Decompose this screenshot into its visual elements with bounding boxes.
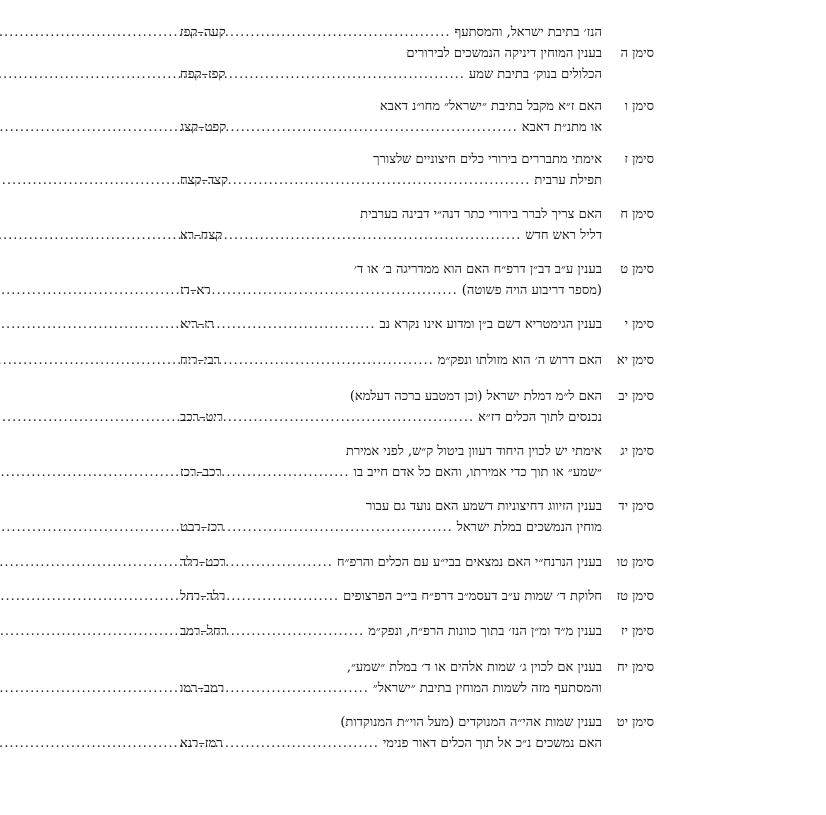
page-range: רכב–רכז [180,465,222,480]
page-range: רחל–רמב [180,624,228,639]
siman-label: סימן יג [620,444,654,459]
entry-text: בענין המוחין דיניקה הנמשכים לבירורים [406,46,602,61]
entry-body [0,96,602,138]
page-range: רז–ריא [180,317,215,332]
siman-label: סימן ה [620,46,654,61]
page-range: קפט–קצג [180,120,227,135]
entry-body [0,657,602,699]
entry-body [0,441,602,483]
page-range: רמז–רנא [180,736,223,751]
leader-dots [0,225,521,246]
page-range: קצד–קצח [180,173,228,188]
siman-label: סימן טו [616,555,654,570]
page-range: רמב–רמו [180,681,225,696]
entry-text: בענין אם לכוין ג׳ שמות אלהים או ד׳ במלת ״שמע״, [346,660,602,675]
entry-text: נכנסים לתוך הכלים דז״א [478,410,602,425]
page-range: רכט–רלד [180,555,226,570]
leader-dots [0,586,339,607]
entry-text: חלוקת ד׳ שמות ע״ב דעסמ״ב דרפ״ח בי״ב הפרצופים [343,589,602,604]
entry-text: (מספר דריבוע הויה פשוטה) [461,283,602,298]
entry-body [0,552,602,573]
entry-text: האם ל״מ דמלת ישראל (וכן דמטבע ברכה דעלמא) [349,389,602,404]
entry-text: אימתי מתבררים בירורי כלים חיצוניים שלצורך [373,152,602,167]
leader-dots [0,552,333,573]
siman-label: סימן יא [616,353,654,368]
leader-dots [0,117,518,138]
siman-label: סימן יז [621,624,654,639]
entry-body [0,204,602,246]
entry-text: הנז׳ בתיבת ישראל, והמסתעף [454,25,602,40]
entry-text: בענין שמות אהי״ה המנוקדים (מעל הוי״ת המנוקדות) [340,715,602,730]
page-range: רבי–ריח [180,353,221,368]
page-range: קפז–קפח [180,67,226,82]
siman-label: סימן ח [620,207,654,222]
entry-text: דליל ראש חדש [525,228,602,243]
siman-label: סימן יח [616,660,654,675]
page-range: קצח–רא [180,228,223,243]
entry-text: בענין הנרנח״י האם נמצאים בבי״ע עם הכלים והרפ״ח [336,555,602,570]
entry-text: ״שמע״ או תוך כדי אמירתו, והאם כל אדם חייב בו [353,465,602,480]
entry-text: מוחין הנמשכים במלת ישראל [456,520,602,535]
siman-label: סימן טז [616,589,654,604]
entry-text: אימתי יש לכוין היחוד דעוון ביטול ק״ש, לפני אמירת [345,444,602,459]
entry-body [0,386,602,428]
page-range: ריט–רכב [180,410,224,425]
entry-text: או מתנ״ת דאבא [521,120,602,135]
entry-text: האם צריך לברר בירורי כתר דנה״י דבינה בערבית [360,207,602,222]
page-range: רא–רז [180,283,211,298]
entry-body [0,496,602,538]
siman-label: סימן יב [618,389,654,404]
page-range: רלד–רחל [180,589,226,604]
siman-label: סימן יד [618,499,654,514]
entry-text: הכלולים בנוק׳ בתיבת שמע [468,67,602,82]
entry-body [0,712,602,754]
leader-dots [0,170,530,191]
leader-dots [0,462,350,483]
entry-body [0,259,602,301]
siman-label: סימן יט [616,715,654,730]
siman-label: סימן ט [620,262,654,277]
entry-text: בענין ע״ב דב״ן דרפ״ח האם הוא ממדריגה ב׳ או ד׳ [353,262,602,277]
entry-body [0,43,602,85]
entry-body [0,22,602,43]
entry-text: האם נמשכים נ״כ אל תוך הכלים דאור פנימי [382,736,602,751]
entry-body [0,621,602,642]
entry-text: בענין הזיווג דחיצוניות דשמע האם נועד גם עבור [365,499,602,514]
entry-body [0,149,602,191]
entry-body [0,586,602,607]
entry-body [0,350,602,371]
siman-label: סימן ו [624,99,654,114]
entry-text: והמסתעף מזה לשמות המוחין בתיבת ״ישראל״ [372,681,602,696]
entry-body [0,314,602,335]
entry-text: תפילת ערבית [534,173,602,188]
siman-label: סימן י [624,317,654,332]
siman-label: סימן ז [624,152,654,167]
entry-text: בענין הגימטריא דשם ב״ן ומדוע אינו נקרא נב [379,317,602,332]
entry-text: האם דרוש ה׳ הוא מזולתו ונפק״מ [437,353,602,368]
page-range: קעה–קפז [180,25,226,40]
page-range: רכז–רכט [180,520,224,535]
entry-text: האם ז״א מקבל בתיבת ״ישראל״ מחו״נ דאבא [379,99,602,114]
entry-text: בענין מ״ד ומ״ן הנז׳ בתוך כוונות הרפ״ח, ונפק״מ [368,624,602,639]
